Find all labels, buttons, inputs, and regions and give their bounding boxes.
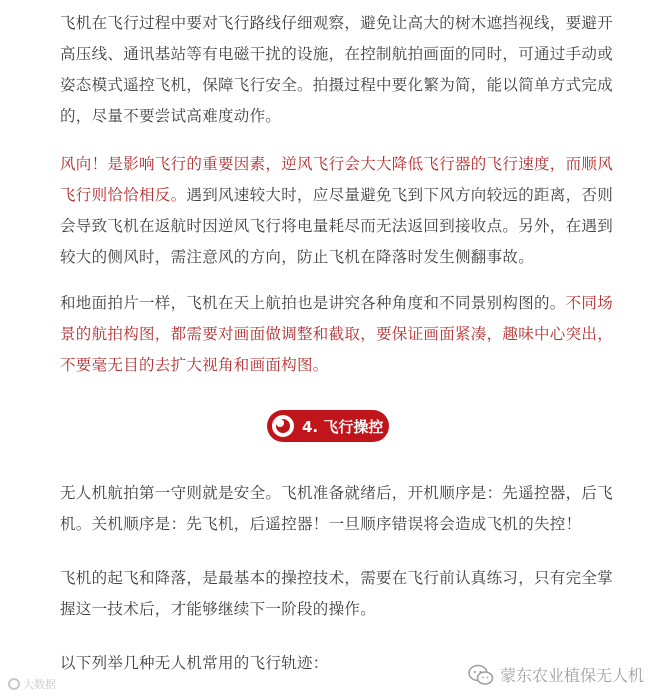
watermark-left xyxy=(8,676,56,692)
composition-highlight: 不同场景的航拍构图，都需要对画面做调整和截取，要保证画面紧凑，趣味中心突出，不要毫无目的去扩大视角和画面构图。 xyxy=(60,294,614,374)
section-heading-label: 4. 飞行操控 xyxy=(302,417,384,436)
paragraph-flight-paths-intro: 以下列举几种无人机常用的飞行轨迹： xyxy=(60,654,329,672)
watermark-logo-icon xyxy=(8,678,20,690)
watermark-right xyxy=(468,663,644,686)
paragraph-composition xyxy=(60,288,620,381)
target-circle-icon xyxy=(272,415,294,437)
wind-highlight: 风向！是影响飞行的重要因素，逆风飞行会大大降低飞行器的飞行速度，而顺风飞行则恰恰相反。 xyxy=(60,155,614,204)
paragraph-takeoff-landing: 飞机的起飞和降落，是最基本的操控技术，需要在飞行前认真练习，只有完全掌握这一技术后，才能够继续下一阶段的操作。 xyxy=(60,569,614,618)
paragraph-wind xyxy=(60,149,620,273)
composition-text: 和地面拍片一样，飞机在天上航拍也是讲究各种角度和不同景别构图的。 xyxy=(60,294,566,312)
watermark-right-text: 蒙东农业植保无人机 xyxy=(500,666,645,685)
wechat-icon xyxy=(468,664,494,686)
watermark-left-text: 大数据 xyxy=(23,678,56,691)
wind-text: 遇到风速较大时，应尽量避免飞到下风方向较远的距离，否则会导致飞机在返航时因逆风飞行将电量耗尽而无法返回到接收点。另外，在遇到较大的侧风时，需注意风的方向，防止飞机在降落时发生侧翻事故。 xyxy=(60,186,614,266)
paragraph-flight-observation: 飞机在飞行过程中要对飞行路线仔细观察，避免让高大的树木遮挡视线，要避开高压线、通讯基站等有电磁干扰的设施，在控制航拍画面的同时，可通过手动或姿态模式遥控飞机，保障飞行安全。拍摄过程中要化繁为简，能以简单方式完成的，尽量不要尝试高难度动作。 xyxy=(60,14,614,125)
paragraph-safety: 无人机航拍第一守则就是安全。飞机准备就绪后，开机顺序是：先遥控器，后飞机。关机顺序是：先飞机，后遥控器！一旦顺序错误将会造成飞机的失控！ xyxy=(60,484,614,533)
section-heading-badge xyxy=(267,410,389,442)
